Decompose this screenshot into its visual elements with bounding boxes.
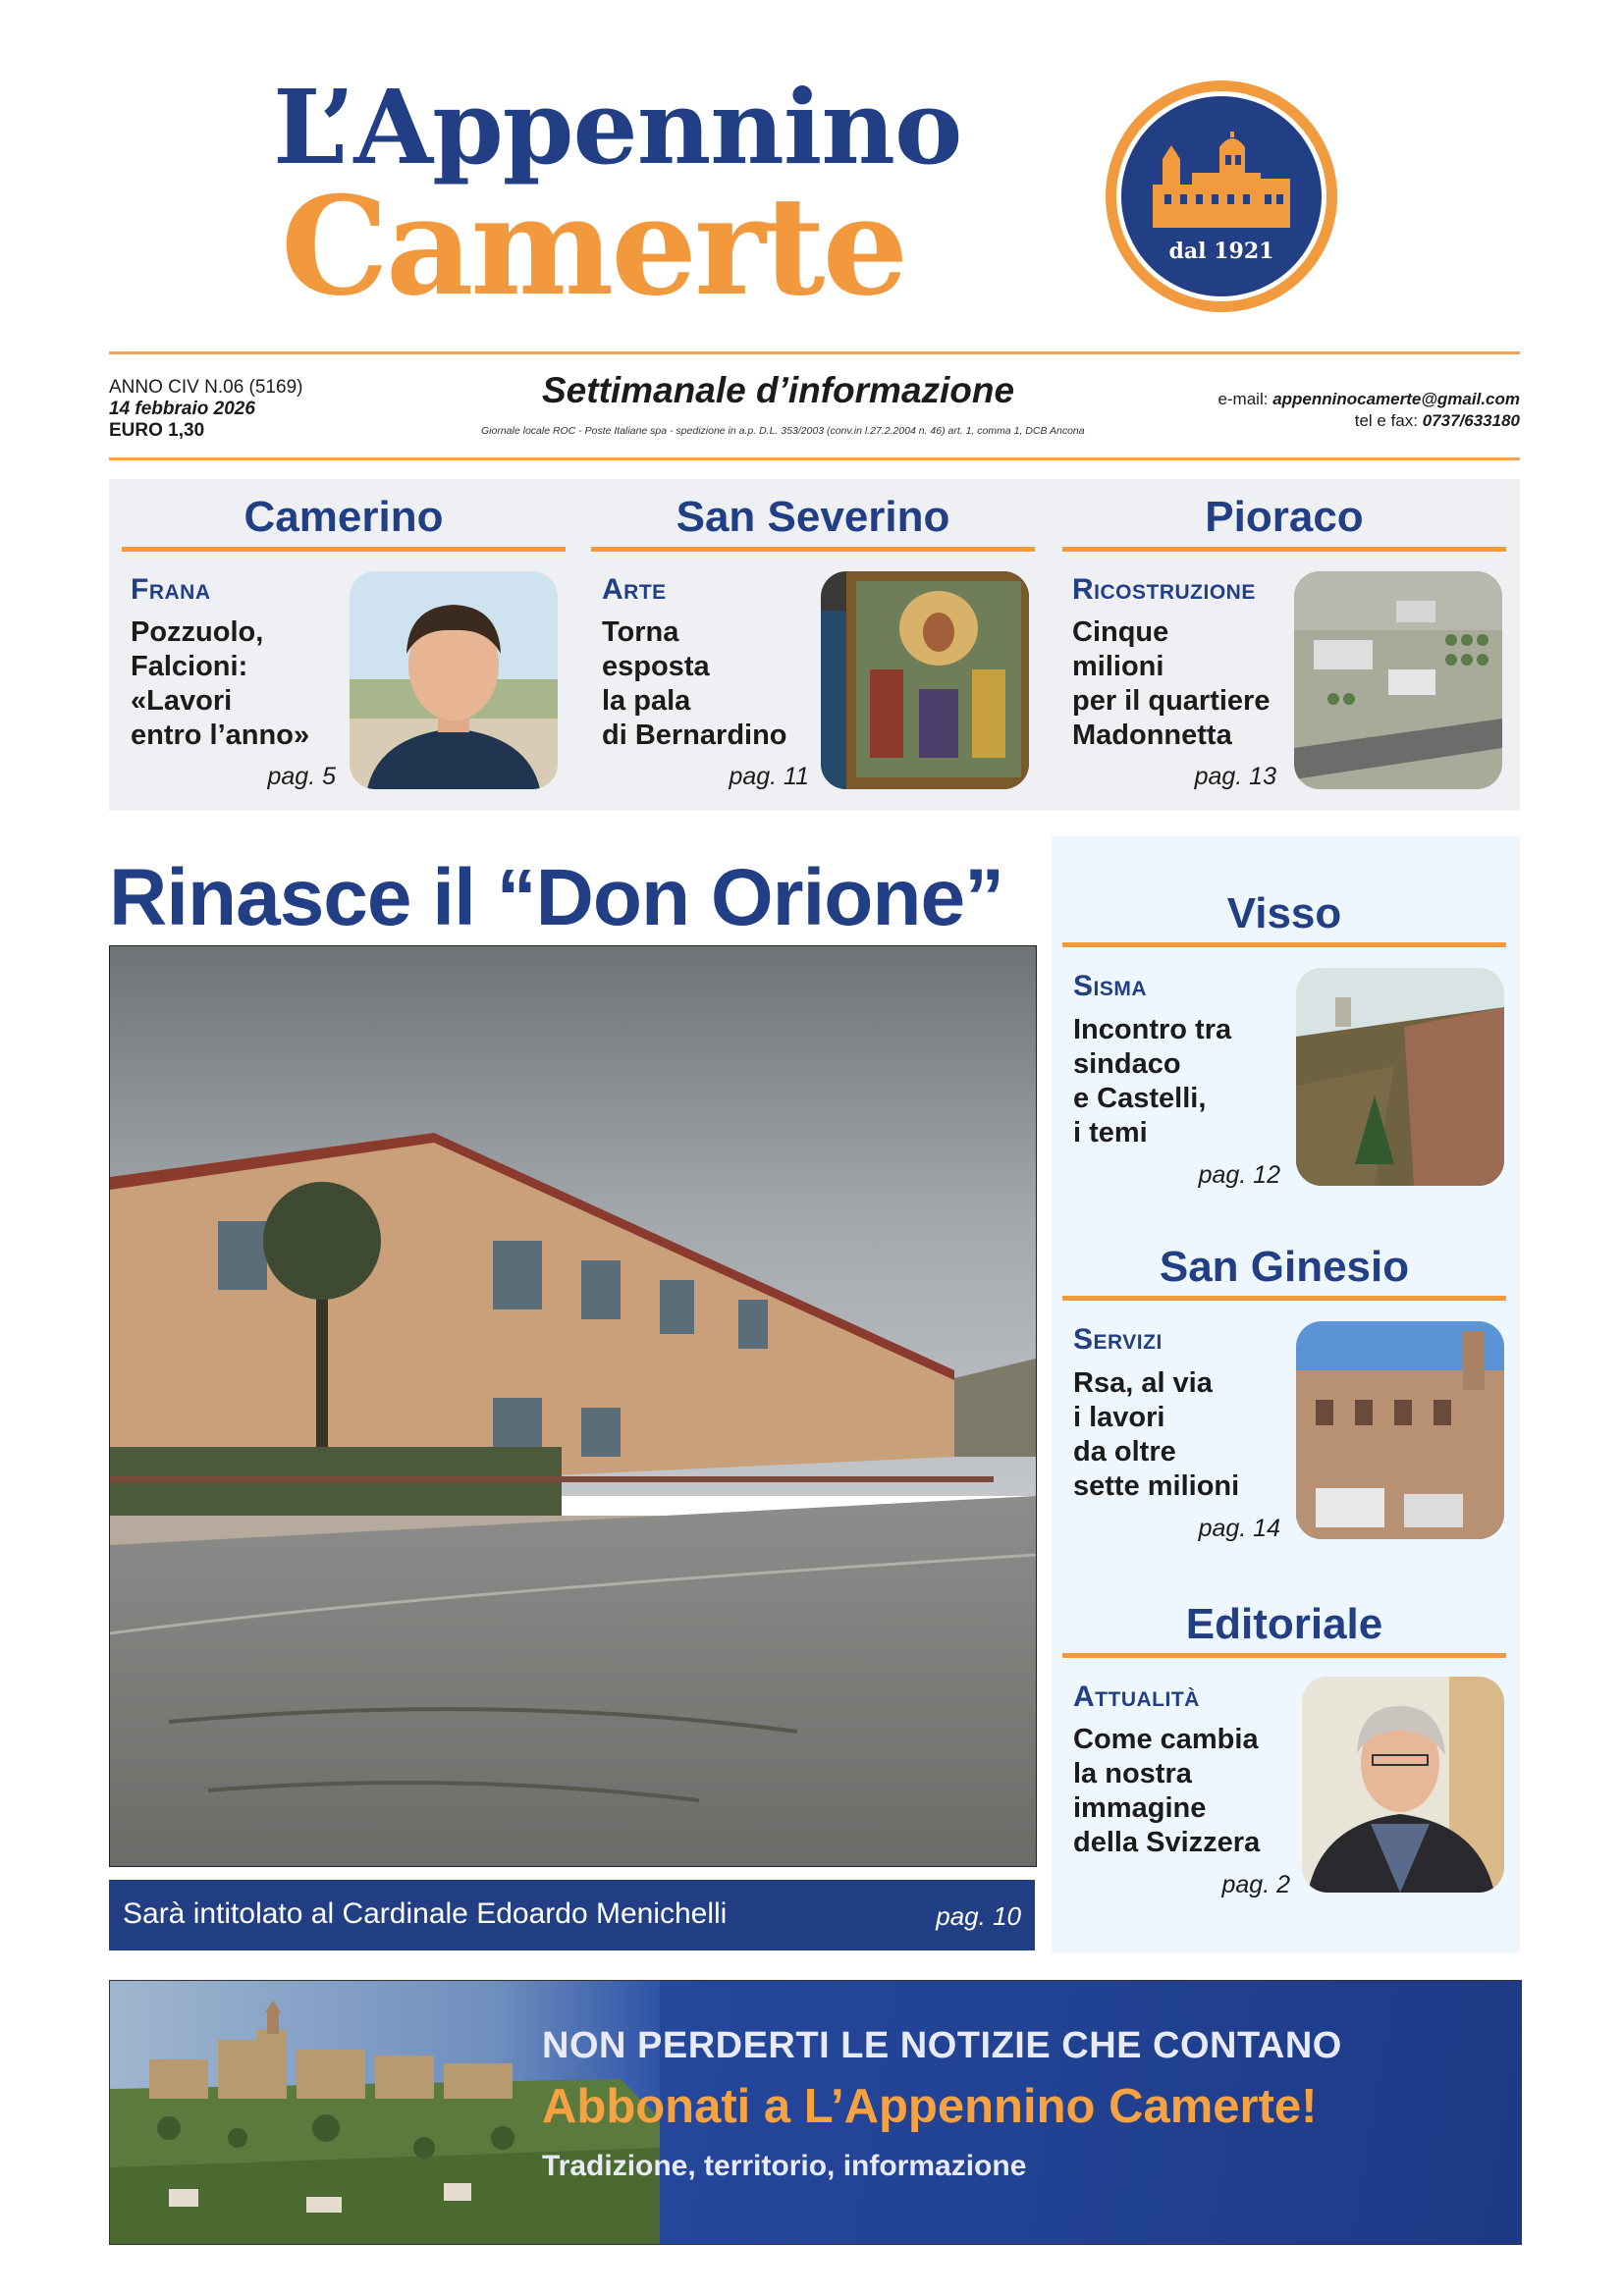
issue-info: [109, 377, 302, 442]
portrait-photo-falcioni: [350, 571, 558, 789]
banner-line2[interactable]: Abbonati a L’Appennino Camerte!: [542, 2080, 1318, 2133]
section-rule: [1062, 1653, 1506, 1658]
kicker: Servizi: [1073, 1323, 1163, 1356]
seal-logo: [1102, 77, 1341, 316]
issue-date: 14 febbraio 2026: [109, 399, 255, 419]
story-line: Incontro tra: [1073, 1014, 1232, 1045]
kicker: Sisma: [1073, 970, 1148, 1002]
banner-line3: Tradizione, territorio, informazione: [542, 2150, 1027, 2182]
section-heading-pioraco: Pioraco: [1205, 493, 1364, 541]
story-line: Come cambia: [1073, 1724, 1259, 1755]
section-rule: [1062, 1296, 1506, 1301]
kicker: Frana: [131, 573, 211, 606]
story-line: immagine: [1073, 1792, 1207, 1824]
main-photo-caption: [109, 1880, 1035, 1950]
phone-label: tel e fax:: [1354, 411, 1418, 430]
aerial-rendering-photo: [1294, 571, 1502, 789]
masthead-title-line2: Camerte: [281, 166, 906, 326]
masthead-title-line1: L’Appennino: [273, 67, 962, 187]
kicker: Ricostruzione: [1072, 573, 1256, 606]
issue-number: ANNO CIV N.06 (5169): [109, 377, 303, 398]
kicker: Attualità: [1073, 1681, 1200, 1713]
banner-line1: NON PERDERTI LE NOTIZIE CHE CONTANO: [542, 2025, 1342, 2066]
story-title-camerino[interactable]: [131, 615, 309, 753]
story-line: e Castelli,: [1073, 1083, 1207, 1114]
building-photo: [1296, 1321, 1504, 1539]
story-line: Cinque: [1072, 616, 1169, 648]
story-line: Torna: [602, 616, 679, 648]
masthead-rule-top: [109, 351, 1520, 354]
story-title-visso[interactable]: [1073, 1013, 1231, 1150]
story-line: i temi: [1073, 1117, 1148, 1148]
story-title-pioraco[interactable]: [1072, 615, 1270, 753]
story-title-san-ginesio[interactable]: [1073, 1366, 1239, 1504]
seal-text: dal 1921: [1168, 239, 1274, 264]
story-line: sindaco: [1073, 1048, 1181, 1080]
kicker: Arte: [602, 573, 667, 606]
section-heading-visso: Visso: [1226, 889, 1342, 937]
story-line: Pozzuolo,: [131, 616, 264, 648]
section-rule: [1062, 942, 1506, 947]
issue-price: EURO 1,30: [109, 420, 205, 441]
altarpiece-photo: [821, 571, 1029, 789]
story-line: i lavori: [1073, 1402, 1165, 1433]
story-line: la nostra: [1073, 1758, 1192, 1789]
section-rule: [1062, 547, 1506, 552]
story-line: «Lavori: [131, 685, 233, 717]
story-title-editoriale[interactable]: [1073, 1723, 1260, 1860]
story-line: Rsa, al via: [1073, 1367, 1213, 1399]
portrait-photo-editorialist: [1302, 1677, 1504, 1893]
section-heading-editoriale: Editoriale: [1185, 1600, 1383, 1648]
page-ref: pag. 13: [1194, 763, 1276, 790]
section-heading-camerino: Camerino: [243, 493, 444, 541]
page-ref: pag. 10: [936, 1901, 1021, 1931]
story-line: di Bernardino: [602, 720, 787, 751]
section-heading-san-ginesio: San Ginesio: [1159, 1243, 1410, 1291]
caption-text: Sarà intitolato al Cardinale Edoardo Menichelli: [123, 1897, 728, 1930]
landslide-photo: [1296, 968, 1504, 1186]
phone-number: 0737/633180: [1422, 411, 1520, 430]
story-line: sette milioni: [1073, 1470, 1240, 1502]
main-photo-don-orione: [109, 945, 1037, 1867]
story-line: Falcioni:: [131, 651, 248, 682]
page-ref: pag. 5: [267, 763, 336, 790]
section-heading-san-severino: San Severino: [676, 493, 950, 541]
email-label: e-mail:: [1217, 390, 1269, 408]
story-line: esposta: [602, 651, 710, 682]
story-line: Madonnetta: [1072, 720, 1232, 751]
story-line: milioni: [1072, 651, 1164, 682]
section-rule: [591, 547, 1035, 552]
masthead-rule-bottom: [109, 457, 1520, 460]
story-line: entro l’anno»: [131, 720, 310, 751]
tagline: Settimanale d’informazione: [542, 370, 1015, 410]
email-link[interactable]: appenninocamerte@gmail.com: [1272, 390, 1520, 408]
story-line: la pala: [602, 685, 691, 717]
story-line: per il quartiere: [1072, 685, 1271, 717]
story-line: da oltre: [1073, 1436, 1176, 1468]
section-rule: [122, 547, 566, 552]
page-ref: pag. 11: [729, 763, 809, 790]
contact-info: [1100, 389, 1520, 432]
page-ref: pag. 12: [1198, 1161, 1280, 1189]
legal-notice: Giornale locale ROC - Poste Italiane spa - spedizione in a.p. D.L. 353/2003 (conv.in l.27.2.2004 n. 46) art. 1, comma 1, DCB Ancona: [481, 425, 1085, 437]
page-ref: pag. 14: [1198, 1515, 1280, 1542]
story-title-san-severino[interactable]: [602, 615, 787, 753]
page-ref: pag. 2: [1221, 1871, 1290, 1898]
story-line: della Svizzera: [1073, 1827, 1261, 1858]
main-headline[interactable]: Rinasce il “Don Orione”: [109, 853, 1004, 942]
